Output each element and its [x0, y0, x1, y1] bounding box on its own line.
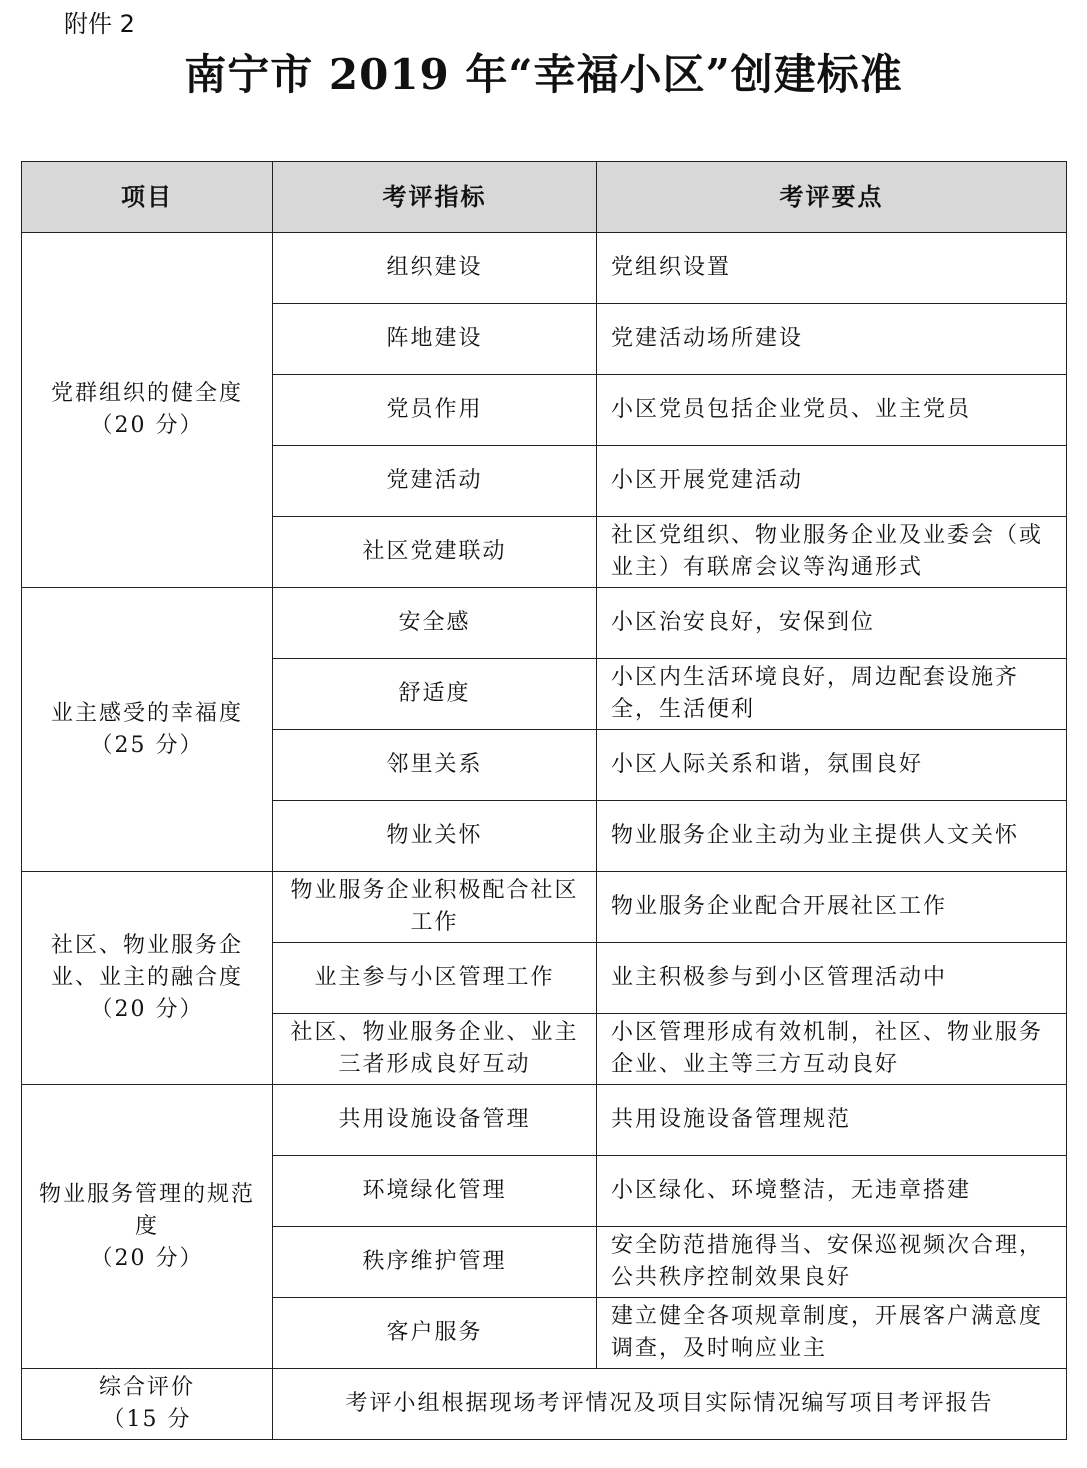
indicator-cell: 社区、物业服务企业、业主三者形成良好互动 — [273, 1014, 597, 1085]
point-cell: 共用设施设备管理规范 — [597, 1085, 1067, 1156]
point-cell: 安全防范措施得当、安保巡视频次合理，公共秩序控制效果良好 — [597, 1227, 1067, 1298]
summary-row — [22, 1369, 1067, 1440]
project-score: （20 分） — [90, 1245, 204, 1271]
attachment-label: 附件 2 — [64, 10, 135, 38]
point-cell: 业主积极参与到小区管理活动中 — [597, 943, 1067, 1014]
criteria-table — [21, 161, 1067, 1440]
project-score: （20 分） — [90, 997, 204, 1022]
indicator-cell: 共用设施设备管理 — [273, 1085, 597, 1156]
indicator-cell: 安全感 — [273, 588, 597, 659]
project-score: （20 分） — [90, 413, 204, 438]
point-cell: 小区绿化、环境整洁，无违章搭建 — [597, 1156, 1067, 1227]
point-cell: 建立健全各项规章制度，开展客户满意度调查，及时响应业主 — [597, 1298, 1067, 1369]
point-cell: 小区人际关系和谐，氛围良好 — [597, 730, 1067, 801]
point-cell: 党组织设置 — [597, 233, 1067, 304]
summary-text-cell: 考评小组根据现场考评情况及项目实际情况编写项目考评报告 — [273, 1369, 1067, 1440]
point-cell: 小区党员包括企业党员、业主党员 — [597, 375, 1067, 446]
project-cell — [22, 588, 273, 872]
indicator-cell: 秩序维护管理 — [273, 1227, 597, 1298]
table-row — [22, 588, 1067, 659]
project-name: 物业服务管理的规范度 — [38, 1181, 255, 1239]
indicator-cell: 阵地建设 — [273, 304, 597, 375]
project-cell — [22, 1085, 273, 1369]
project-name: 党群组织的健全度 — [50, 381, 243, 406]
header-project: 项目 — [22, 162, 273, 233]
indicator-cell: 客户服务 — [273, 1298, 597, 1369]
table-row — [22, 1085, 1067, 1156]
header-indicator: 考评指标 — [273, 162, 597, 233]
indicator-cell: 业主参与小区管理工作 — [273, 943, 597, 1014]
point-cell: 小区内生活环境良好，周边配套设施齐全，生活便利 — [597, 659, 1067, 730]
indicator-cell: 组织建设 — [273, 233, 597, 304]
project-cell — [22, 233, 273, 588]
point-cell: 小区治安良好，安保到位 — [597, 588, 1067, 659]
summary-project-score: （15 分 — [102, 1407, 192, 1432]
point-cell: 小区开展党建活动 — [597, 446, 1067, 517]
project-name: 社区、物业服务企业、业主的融合度 — [50, 933, 243, 990]
document-title: 南宁市 2019 年“幸福小区”创建标准 — [184, 50, 903, 99]
indicator-cell: 邻里关系 — [273, 730, 597, 801]
point-cell: 物业服务企业配合开展社区工作 — [597, 872, 1067, 943]
point-cell: 小区管理形成有效机制，社区、物业服务企业、业主等三方互动良好 — [597, 1014, 1067, 1085]
indicator-cell: 党员作用 — [273, 375, 597, 446]
header-point: 考评要点 — [597, 162, 1067, 233]
point-cell: 物业服务企业主动为业主提供人文关怀 — [597, 801, 1067, 872]
indicator-cell: 社区党建联动 — [273, 517, 597, 588]
project-score: （25 分） — [90, 732, 204, 758]
project-cell — [22, 872, 273, 1085]
indicator-cell: 舒适度 — [273, 659, 597, 730]
point-cell: 社区党组织、物业服务企业及业委会（或业主）有联席会议等沟通形式 — [597, 517, 1067, 588]
indicator-cell: 环境绿化管理 — [273, 1156, 597, 1227]
indicator-cell: 物业服务企业积极配合社区工作 — [273, 872, 597, 943]
indicator-cell: 党建活动 — [273, 446, 597, 517]
table-row — [22, 872, 1067, 943]
table-header-row — [22, 162, 1067, 233]
project-name: 业主感受的幸福度 — [50, 700, 243, 726]
summary-project-cell — [22, 1369, 273, 1440]
indicator-cell: 物业关怀 — [273, 801, 597, 872]
table-row — [22, 233, 1067, 304]
point-cell: 党建活动场所建设 — [597, 304, 1067, 375]
summary-project-name: 综合评价 — [98, 1375, 195, 1400]
